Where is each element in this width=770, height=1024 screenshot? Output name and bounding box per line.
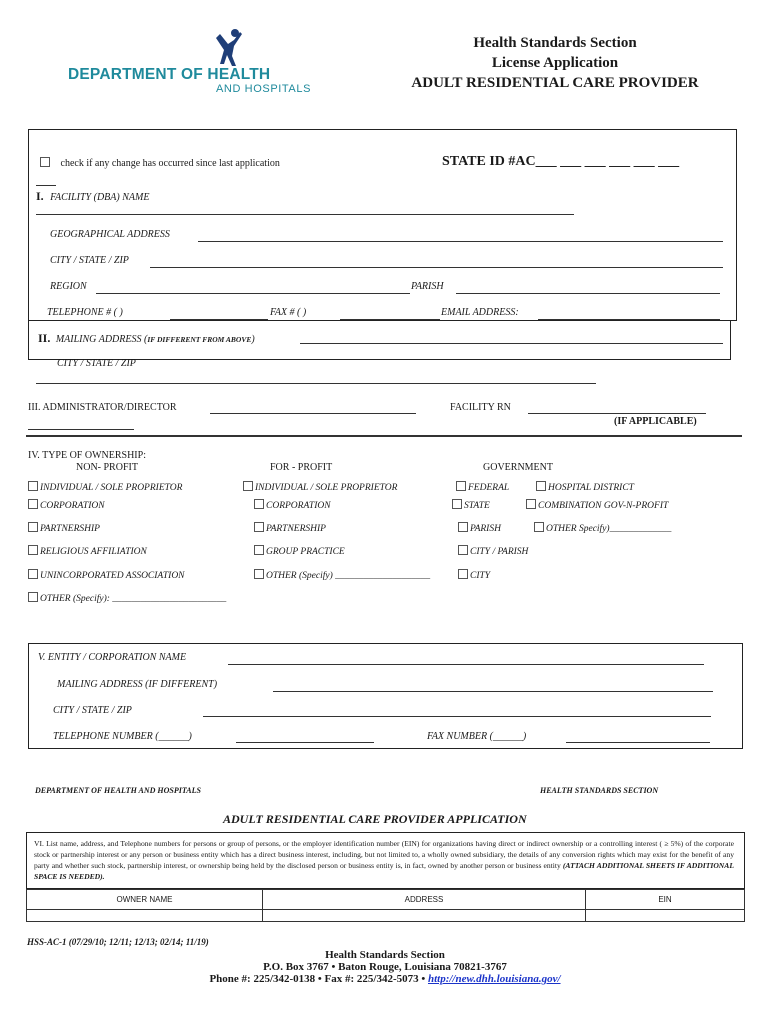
section-vi-text: VI. List name, address, and Telephone numbers for persons or group of persons, or the employer identification number (EIN) for organizations having direct or indirect ownership or a controlling interest ( ≥ 5%) of the corporate stock or partnership interest or any person or business entity which has a direct business interest, including, but not limited to, a wholly owned subsidiary, the details of any conversion rights which may exist for the benefit of any party and whether such stock, partnership interest, or ownership being held by the disclosed person or business entity is, in fact, owned by another person or business entity (ATTACH ADDITIONAL SHEETS IF ADDITIONAL SPACE IS NEEDED). — [34, 839, 734, 881]
administrator-field-cont[interactable] — [28, 429, 134, 430]
entity-city-field[interactable] — [203, 716, 711, 717]
checkbox[interactable] — [536, 481, 546, 491]
footer-line-1: Health Standards Section — [325, 949, 445, 961]
city-state-zip-label: CITY / STATE / ZIP — [50, 255, 129, 266]
table-row[interactable] — [27, 910, 745, 922]
entity-fax-field[interactable] — [566, 742, 710, 743]
checkbox[interactable] — [28, 545, 38, 555]
checkbox[interactable] — [28, 569, 38, 579]
administrator-field[interactable] — [210, 413, 416, 414]
government-option[interactable]: FEDERAL — [456, 481, 509, 493]
nonprofit-option[interactable]: INDIVIDUAL / SOLE PROPRIETOR — [28, 481, 182, 493]
facility-name-field[interactable] — [36, 214, 574, 215]
nonprofit-option[interactable]: PARTNERSHIP — [28, 522, 100, 534]
parish-label: PARISH — [411, 281, 444, 292]
forprofit-option[interactable]: PARTNERSHIP — [254, 522, 326, 534]
state-id-label: STATE ID #AC___ ___ ___ ___ ___ ___ — [442, 154, 680, 169]
administrator-label: III. ADMINISTRATOR/DIRECTOR — [28, 402, 177, 413]
checkbox[interactable] — [456, 481, 466, 491]
checkbox[interactable] — [526, 499, 536, 509]
entity-fax-label: FAX NUMBER (______) — [427, 731, 527, 742]
ownership-title: IV. TYPE OF OWNERSHIP: — [28, 450, 146, 461]
government-option[interactable]: OTHER Specify)_____________ — [534, 522, 671, 534]
region-label: REGION — [50, 281, 87, 292]
fax-label: FAX # ( ) — [270, 307, 307, 318]
website-link[interactable]: http://new.dhh.louisiana.gov/ — [427, 973, 561, 985]
header-title-2: License Application — [491, 55, 619, 71]
checkbox[interactable] — [534, 522, 544, 532]
person-figure-icon — [212, 28, 248, 68]
footer-line-3: Phone #: 225/342-0138 • Fax #: 225/342-5073 • http://new.dhh.louisiana.gov/ — [209, 973, 561, 985]
facility-rn-field[interactable] — [528, 413, 706, 414]
divider — [26, 435, 742, 437]
mailing-address-field[interactable] — [300, 343, 723, 344]
checkbox[interactable] — [458, 522, 468, 532]
checkbox[interactable] — [254, 522, 264, 532]
mailing-address-row — [38, 331, 255, 346]
mailing-address-close: ) — [251, 334, 255, 345]
checkbox[interactable] — [28, 592, 38, 602]
checkbox[interactable] — [254, 545, 264, 555]
checkbox[interactable] — [254, 569, 264, 579]
footer-line-2: P.O. Box 3767 • Baton Rouge, Louisiana 70821-3767 — [263, 961, 507, 973]
parish-field[interactable] — [456, 293, 720, 294]
ein-cell[interactable] — [586, 910, 745, 922]
change-checkbox[interactable] — [40, 157, 50, 167]
forprofit-option[interactable]: GROUP PRACTICE — [254, 545, 345, 557]
nonprofit-option[interactable]: UNINCORPORATED ASSOCIATION — [28, 569, 185, 581]
logo-line2: AND HOSPITALS — [216, 83, 312, 95]
mailing-address-note: IF DIFFERENT FROM ABOVE — [147, 335, 252, 344]
checkbox[interactable] — [28, 522, 38, 532]
owner-name-header: OWNER NAME — [27, 890, 263, 910]
forprofit-heading: FOR - PROFIT — [270, 462, 333, 473]
checkbox[interactable] — [254, 499, 264, 509]
nonprofit-heading: NON- PROFIT — [76, 462, 138, 473]
checkbox[interactable] — [458, 569, 468, 579]
address-header: ADDRESS — [263, 890, 586, 910]
checkbox[interactable] — [28, 499, 38, 509]
email-label: EMAIL ADDRESS: — [441, 307, 519, 318]
address-cell[interactable] — [263, 910, 586, 922]
attach-note: (ATTACH ADDITIONAL SHEETS IF ADDITIONAL SPACE IS NEEDED). — [34, 861, 734, 881]
entity-name-label: V. ENTITY / CORPORATION NAME — [38, 652, 187, 663]
section-ii-city-field[interactable] — [36, 383, 596, 384]
checkbox[interactable] — [28, 481, 38, 491]
logo-line1: DEPARTMENT OF HEALTH — [68, 66, 271, 83]
nonprofit-option[interactable]: OTHER (Specify): ________________________ — [28, 592, 226, 604]
geo-address-label: GEOGRAPHICAL ADDRESS — [50, 229, 170, 240]
facility-name-row — [36, 189, 149, 204]
mid-footer-left: DEPARTMENT OF HEALTH AND HOSPITALS — [35, 786, 201, 795]
government-option[interactable]: STATE — [452, 499, 490, 511]
ein-header: EIN — [586, 890, 745, 910]
owner-name-cell[interactable] — [27, 910, 263, 922]
checkbox[interactable] — [243, 481, 253, 491]
government-option[interactable]: CITY — [458, 569, 490, 581]
section-i-number: I. — [36, 189, 44, 203]
forprofit-option[interactable]: OTHER (Specify) ____________________ — [254, 569, 430, 581]
government-option[interactable]: COMBINATION GOV-N-PROFIT — [526, 499, 668, 511]
forprofit-option[interactable]: CORPORATION — [254, 499, 331, 511]
header-title-3: ADULT RESIDENTIAL CARE PROVIDER — [411, 75, 699, 91]
entity-mailing-field[interactable] — [273, 691, 713, 692]
owner-table-header — [27, 890, 745, 910]
geo-address-field[interactable] — [198, 241, 723, 242]
form-id: HSS-AC-1 (07/29/10; 12/11; 12/13; 02/14; 11/19) — [27, 937, 209, 947]
checkbox[interactable] — [458, 545, 468, 555]
entity-mailing-label: MAILING ADDRESS (IF DIFFERENT) — [57, 679, 218, 690]
application-title: ADULT RESIDENTIAL CARE PROVIDER APPLICATION — [223, 812, 527, 826]
nonprofit-option[interactable]: RELIGIOUS AFFILIATION — [28, 545, 147, 557]
entity-telephone-field[interactable] — [236, 742, 374, 743]
government-option[interactable]: PARISH — [458, 522, 501, 534]
change-check-label: check if any change has occurred since last application — [60, 158, 280, 169]
entity-name-field[interactable] — [228, 664, 704, 665]
facility-name-label: FACILITY (DBA) NAME — [50, 192, 150, 203]
owner-table — [26, 889, 745, 922]
entity-city-label: CITY / STATE / ZIP — [53, 705, 132, 716]
section-ii-number: II. — [38, 331, 51, 345]
if-applicable-note: (IF APPLICABLE) — [614, 416, 697, 427]
region-field[interactable] — [96, 293, 410, 294]
facility-rn-label: FACILITY RN — [450, 402, 511, 413]
government-heading: GOVERNMENT — [483, 462, 553, 473]
telephone-label: TELEPHONE # ( ) — [47, 307, 123, 318]
forprofit-option[interactable]: INDIVIDUAL / SOLE PROPRIETOR — [243, 481, 397, 493]
section-ii-city-label: CITY / STATE / ZIP — [57, 358, 136, 369]
mid-footer-right: HEALTH STANDARDS SECTION — [540, 786, 659, 795]
government-option[interactable]: CITY / PARISH — [458, 545, 528, 557]
header-title-1: Health Standards Section — [473, 35, 637, 51]
checkbox[interactable] — [452, 499, 462, 509]
change-check-row — [40, 157, 280, 169]
government-option[interactable]: HOSPITAL DISTRICT — [536, 481, 634, 493]
nonprofit-option[interactable]: CORPORATION — [28, 499, 105, 511]
city-state-zip-field[interactable] — [150, 267, 723, 268]
mailing-address-label: MAILING ADDRESS ( — [55, 334, 148, 345]
entity-telephone-label: TELEPHONE NUMBER (______) — [53, 731, 192, 742]
